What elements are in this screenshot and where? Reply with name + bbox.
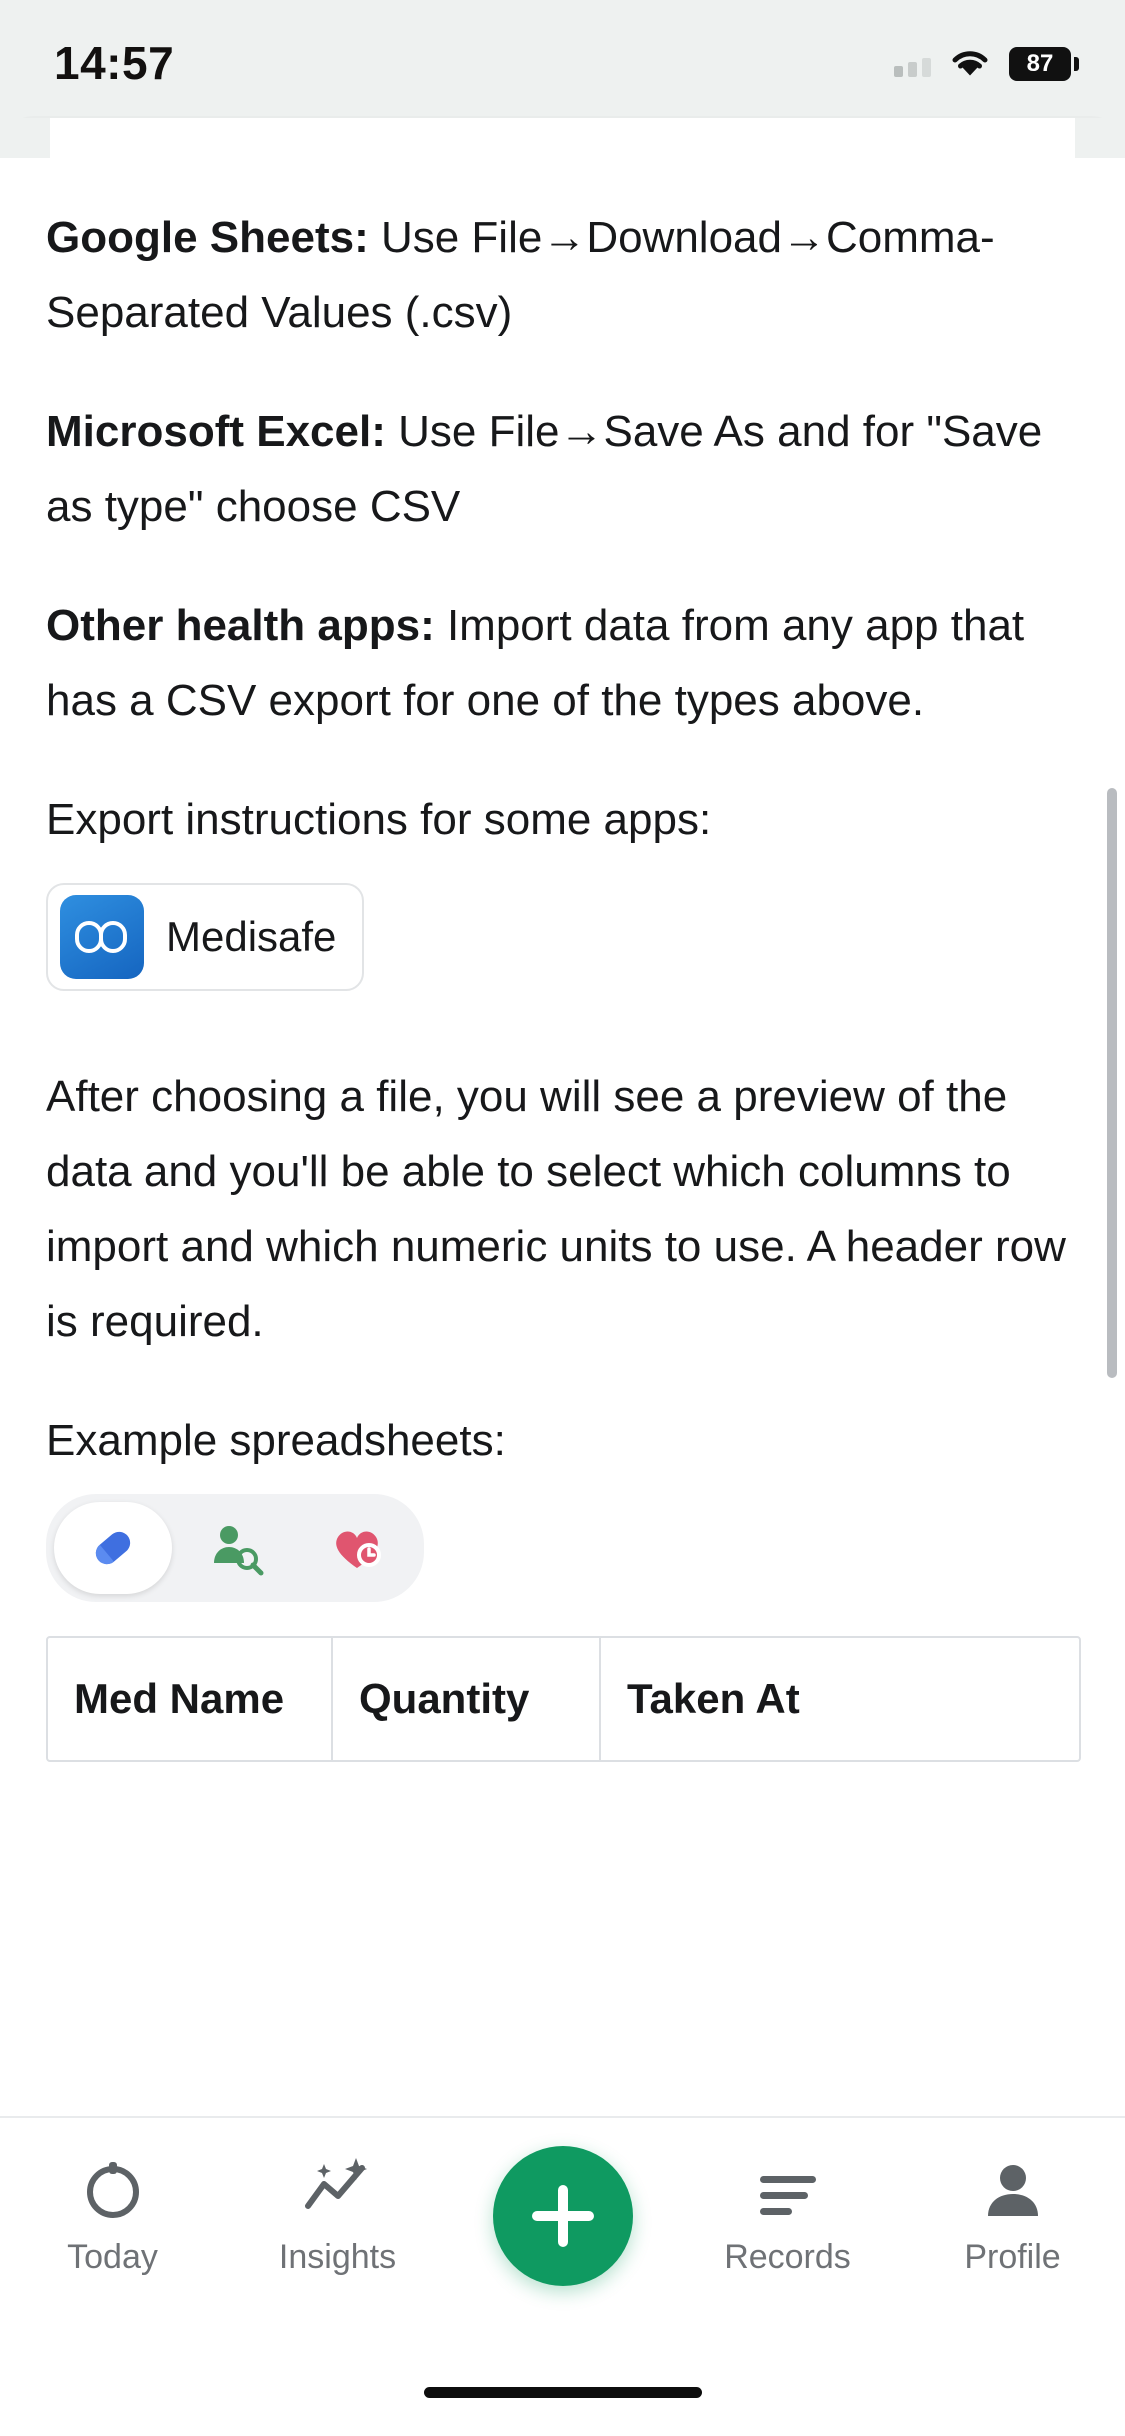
insights-sparkle-icon	[300, 2154, 376, 2224]
paragraph-excel-label: Microsoft Excel:	[46, 407, 386, 456]
vertical-scrollbar[interactable]	[1107, 788, 1117, 1378]
sheet-corner-right	[1075, 118, 1125, 158]
medication-pill-tab[interactable]	[54, 1502, 172, 1594]
status-indicators	[894, 47, 1071, 81]
paragraph-google-sheets-label: Google Sheets:	[46, 213, 369, 262]
paragraph-excel-text: Use File→Save As and for "Save as type" choose CSV	[46, 407, 1043, 531]
app-chip-medisafe[interactable]	[46, 883, 364, 991]
bottom-tab-bar	[0, 2116, 1125, 2436]
heart-icon	[328, 1519, 386, 1577]
status-time: 14:57	[54, 37, 175, 89]
heart-vitals-tab[interactable]	[298, 1502, 416, 1594]
cellular-signal-icon	[894, 51, 931, 77]
scrollable-content[interactable]	[0, 158, 1125, 2118]
records-lines-icon	[750, 2154, 826, 2224]
table-header-quantity: Quantity	[359, 1675, 530, 1722]
tab-today-label: Today	[67, 2238, 158, 2276]
example-table-preview	[46, 1636, 1081, 1762]
preview-note: After choosing a file, you will see a preview of the data and you'll be able to select which columns to import and which numeric units to use. A header row is required.	[46, 1072, 1066, 1346]
table-header-med-name: Med Name	[74, 1675, 285, 1722]
tab-profile[interactable]	[913, 2154, 1113, 2277]
sheet-corner-left	[0, 118, 50, 158]
add-button[interactable]	[493, 2146, 633, 2286]
example-spreadsheet-tabs[interactable]	[46, 1494, 424, 1602]
tab-insights-label: Insights	[278, 2238, 397, 2276]
tab-insights[interactable]	[238, 2154, 438, 2277]
status-bar	[0, 0, 1125, 132]
paragraph-other-apps	[46, 588, 1079, 738]
tab-records[interactable]	[688, 2154, 888, 2277]
table-header-taken-at: Taken At	[627, 1675, 800, 1722]
table-col-quantity	[333, 1638, 601, 1760]
today-ring-icon	[78, 2154, 148, 2224]
tab-profile-label: Profile	[964, 2238, 1061, 2276]
export-instructions-label: Export instructions for some apps:	[46, 795, 712, 844]
tab-records-label: Records	[724, 2238, 851, 2276]
table-col-taken-at	[601, 1638, 1079, 1760]
paragraph-other-apps-label: Other health apps:	[46, 601, 435, 650]
battery-level: 87	[1026, 50, 1054, 77]
paragraph-other-apps-text: Import data from any app that has a CSV export for one of the types above.	[46, 601, 1025, 725]
battery-icon	[1009, 47, 1071, 81]
app-chip-label: Medisafe	[166, 913, 337, 960]
profile-person-icon	[978, 2154, 1048, 2224]
person-search-icon	[206, 1519, 264, 1577]
pill-icon	[82, 1517, 144, 1579]
examples-label: Example spreadsheets:	[46, 1416, 506, 1465]
paragraph-excel	[46, 394, 1079, 544]
table-col-med-name	[48, 1638, 333, 1760]
sheet-top-edge	[0, 118, 1125, 158]
tab-today[interactable]	[13, 2154, 213, 2277]
wifi-icon	[949, 48, 991, 80]
paragraph-google-sheets-text: Use File→Download→Comma-Separated Values (.csv)	[46, 213, 995, 337]
medisafe-logo-icon	[60, 895, 144, 979]
paragraph-google-sheets	[46, 200, 1079, 350]
home-indicator[interactable]	[424, 2387, 702, 2398]
person-search-tab[interactable]	[176, 1502, 294, 1594]
